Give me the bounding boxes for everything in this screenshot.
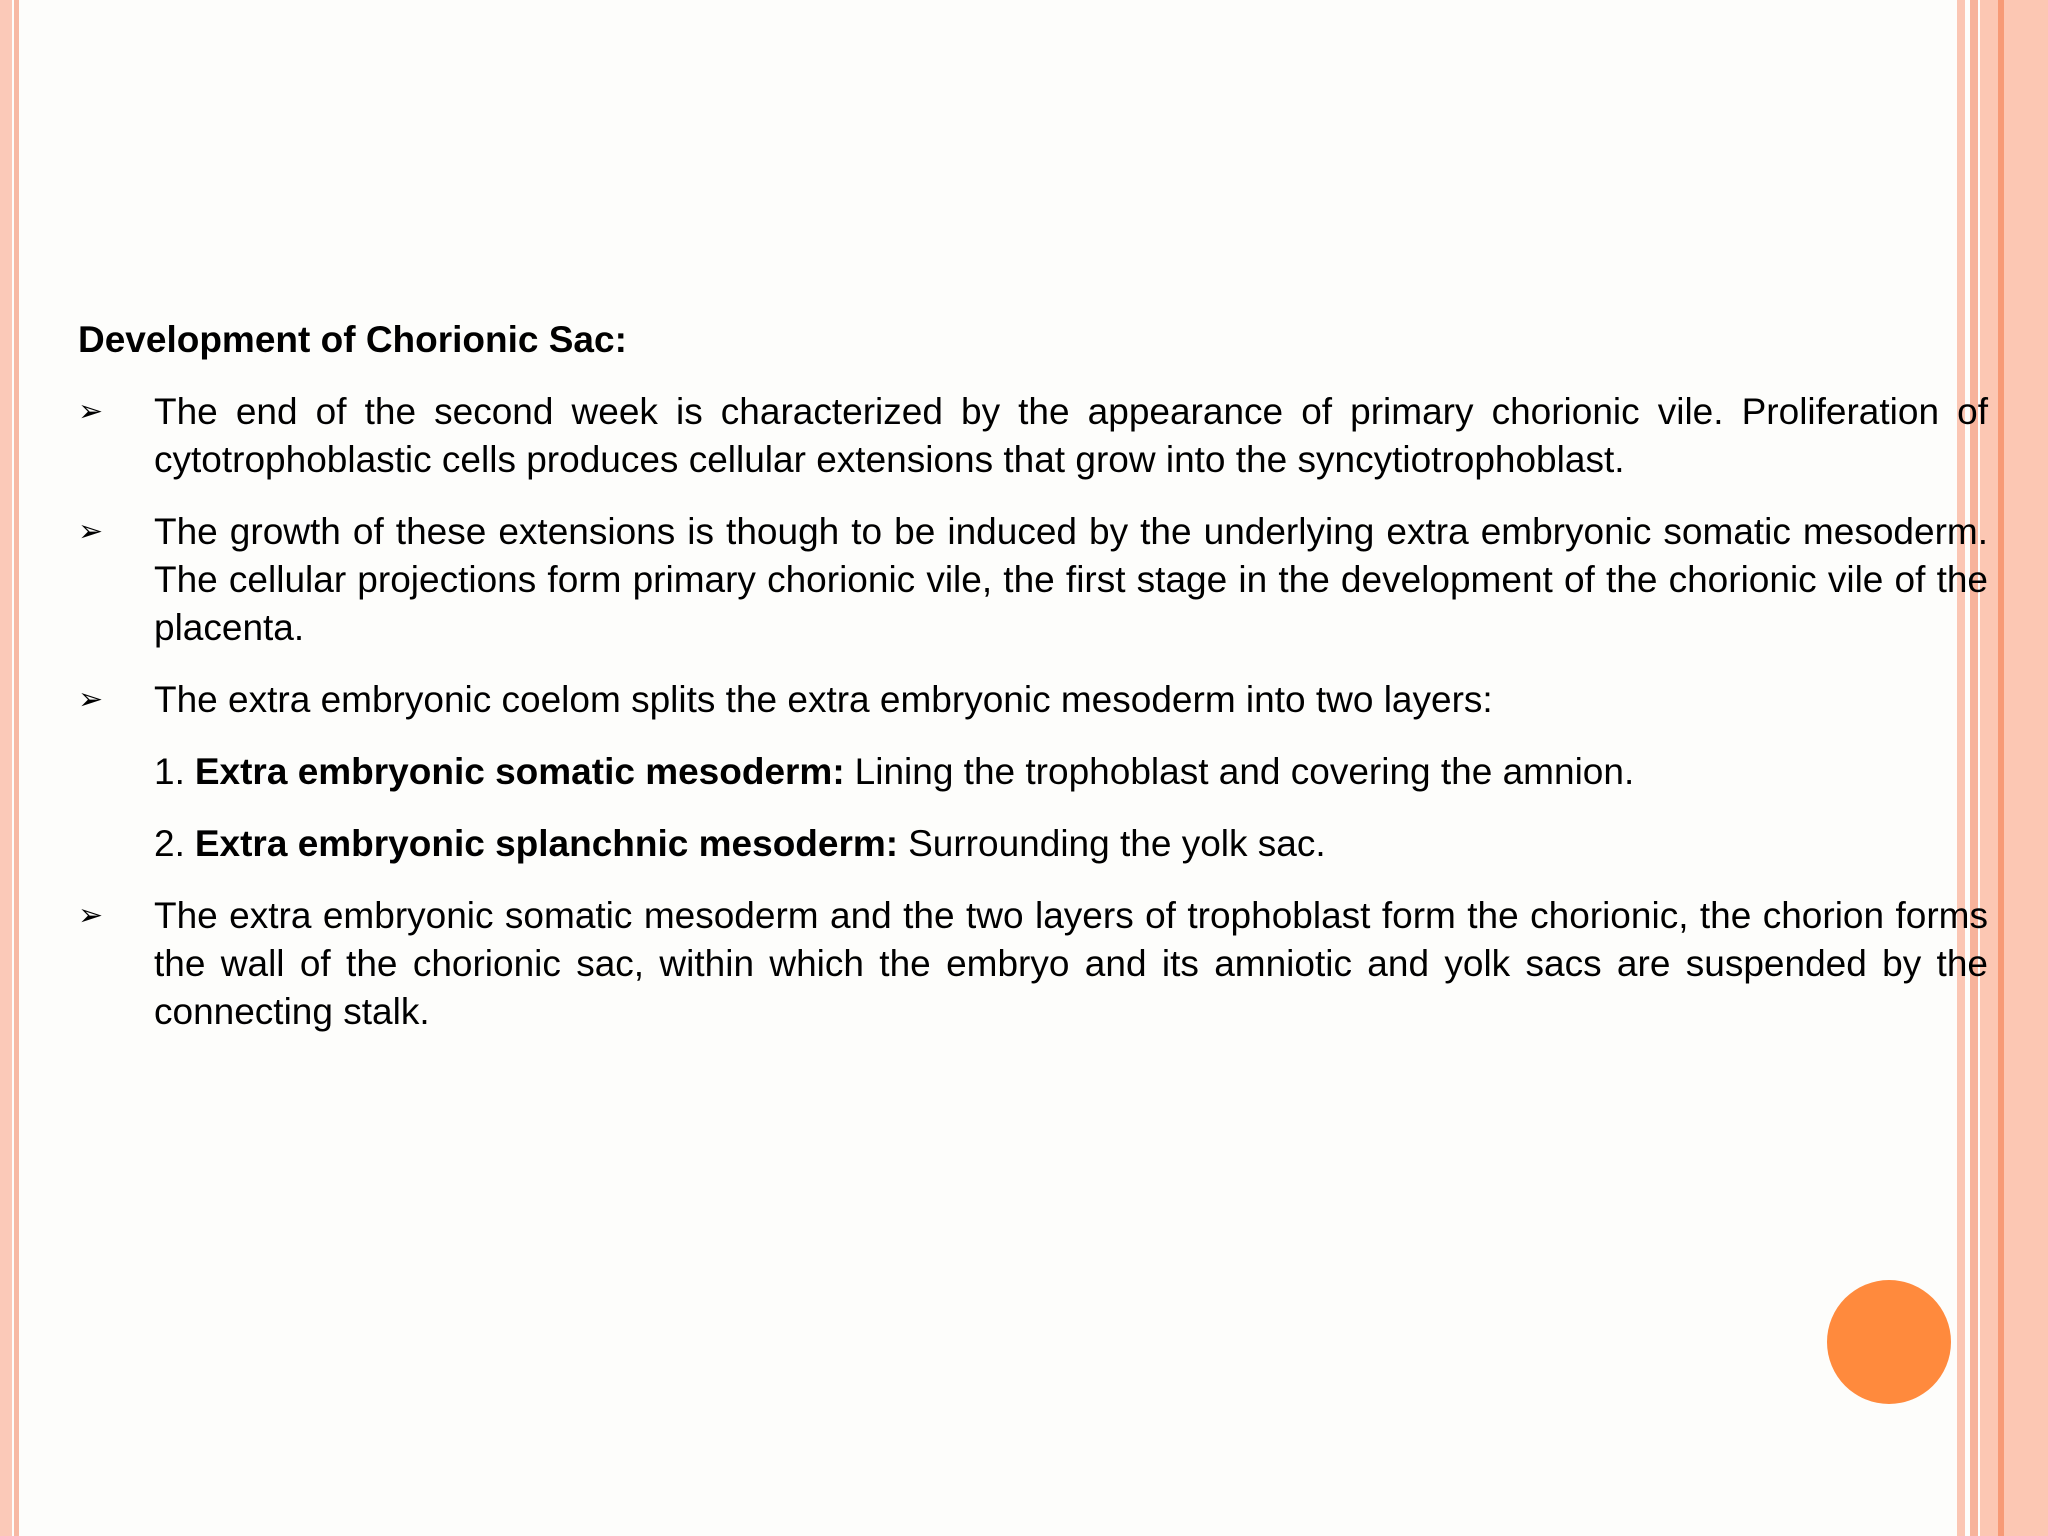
- bullet-text: The end of the second week is characterized by the appearance of primary chorionic vile. Proliferation of cytotrophoblastic cells produces cellular extensions that grow into the syncytiotrophoblast.: [154, 391, 1988, 480]
- bullet-item: [78, 388, 1988, 484]
- item-number: 1.: [154, 751, 185, 792]
- decorative-orange-circle: [1827, 1280, 1951, 1404]
- right-border-band: [1980, 0, 2048, 1536]
- bullet-text: The growth of these extensions is though to be induced by the underlying extra embryonic somatic mesoderm. The cellular projections form primary chorionic vile, the first stage in the development of the chorionic vile of the placenta.: [154, 511, 1988, 648]
- bullet-text: The extra embryonic somatic mesoderm and the two layers of trophoblast form the chorionic, the chorion forms the wall of the chorionic sac, within which the embryo and its amniotic and yolk sacs are suspended by the connecting stalk.: [154, 895, 1988, 1032]
- arrow-bullet-icon: ➢: [78, 394, 104, 429]
- bullet-item: [78, 508, 1988, 652]
- term-label: Extra embryonic somatic mesoderm:: [194, 751, 845, 792]
- term-definition: Lining the trophoblast and covering the amnion.: [854, 751, 1635, 792]
- arrow-bullet-icon: ➢: [78, 682, 104, 717]
- bullet-item: [78, 676, 1988, 724]
- arrow-bullet-icon: ➢: [78, 514, 104, 549]
- arrow-bullet-icon: ➢: [78, 898, 104, 933]
- left-border-stripe-inner: [14, 0, 19, 1536]
- slide-heading: Development of Chorionic Sac:: [78, 319, 627, 360]
- term-definition: Surrounding the yolk sac.: [908, 823, 1326, 864]
- numbered-item: [78, 748, 1988, 796]
- left-border-stripe: [0, 0, 12, 1536]
- right-border-stripe-accent: [1998, 0, 2004, 1536]
- bullet-text: The extra embryonic coelom splits the extra embryonic mesoderm into two layers:: [154, 679, 1493, 720]
- term-label: Extra embryonic splanchnic mesoderm:: [194, 823, 899, 864]
- numbered-item: [78, 820, 1988, 868]
- bullet-item: [78, 892, 1988, 1036]
- slide-content: [78, 316, 1988, 1060]
- item-number: 2.: [154, 823, 185, 864]
